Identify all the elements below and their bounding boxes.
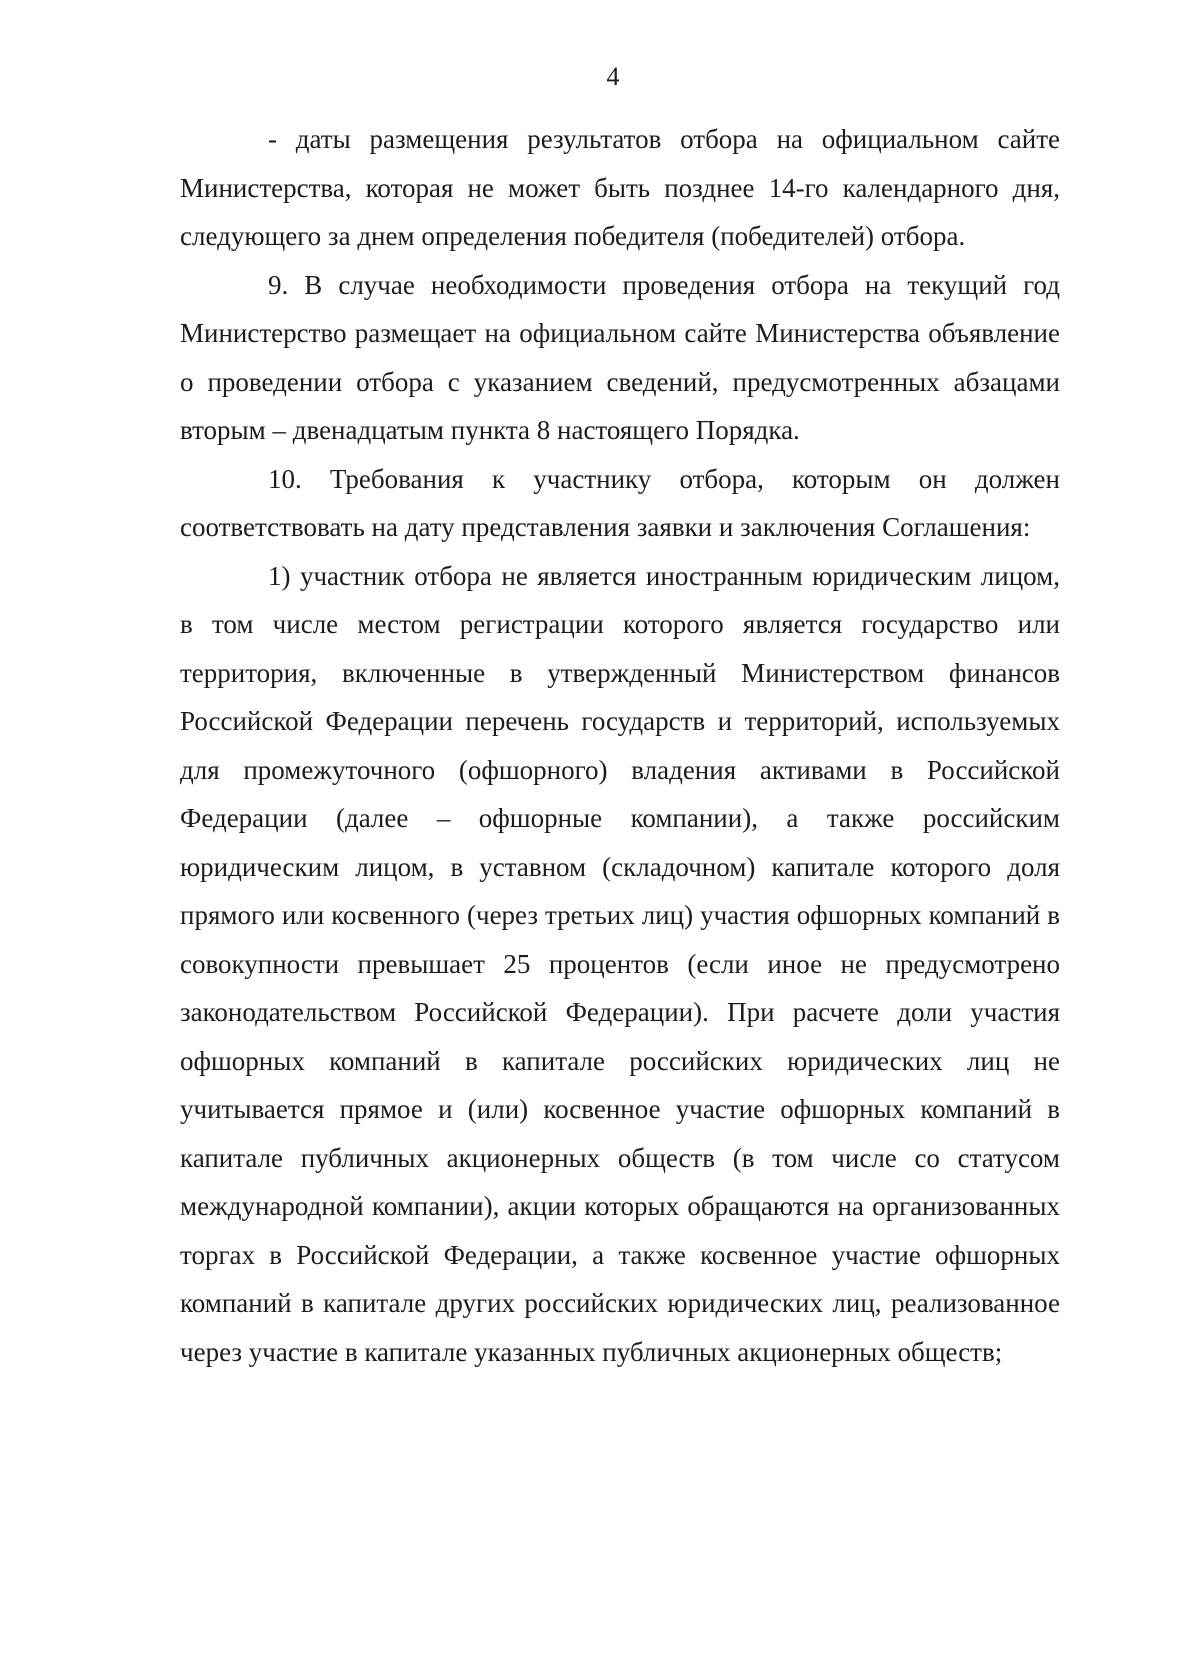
paragraph-item-10: 10. Требования к участнику отбора, которым он должен соответствовать на дату представления заявки и заключения Соглашения: [180,463,1060,542]
paragraph-publication-date: - даты размещения результатов отбора на официальном сайте Министерства, которая не может быть позднее 14-го календарного дня, следующего за днем определения победителя (победителей) отбора. [180,124,1060,251]
paragraph-subitem-1: 1) участник отбора не является иностранным юридическим лицом, в том числе местом регистрации которого является государство или территория, включенные в утвержденный Министерством финансов Российской Федерации перечень государств и территорий, используемых для промежуточного (офшорного) владения активами в Российской Федерации (далее – офшорные компании), а также российским юридическим лицом, в уставном (складочном) капитале которого доля прямого или косвенного (через третьих лиц) участия офшорных компаний в совокупности превышает 25 процентов (если иное не предусмотрено законодательством Российской Федерации). При расчете доли участия офшорных компаний в капитале российских юридических лиц не учитывается прямое и (или) косвенное участие офшорных компаний в капитале публичных акционерных обществ (в том числе со статусом международной компании), акции которых обращаются на организованных торгах в Российской Федерации, а также косвенное участие офшорных компаний в капитале других российских юридических лиц, реализованное через участие в капитале указанных публичных акционерных обществ; [180,560,1060,1367]
page-number: 4 [606,62,620,91]
document-body [180,115,1060,1376]
paragraph-item-9: 9. В случае необходимости проведения отбора на текущий год Министерство размещает на официальном сайте Министерства объявление о проведении отбора с указанием сведений, предусмотренных абзацами вторым – двенадцатым пункта 8 настоящего Порядка. [180,269,1060,445]
